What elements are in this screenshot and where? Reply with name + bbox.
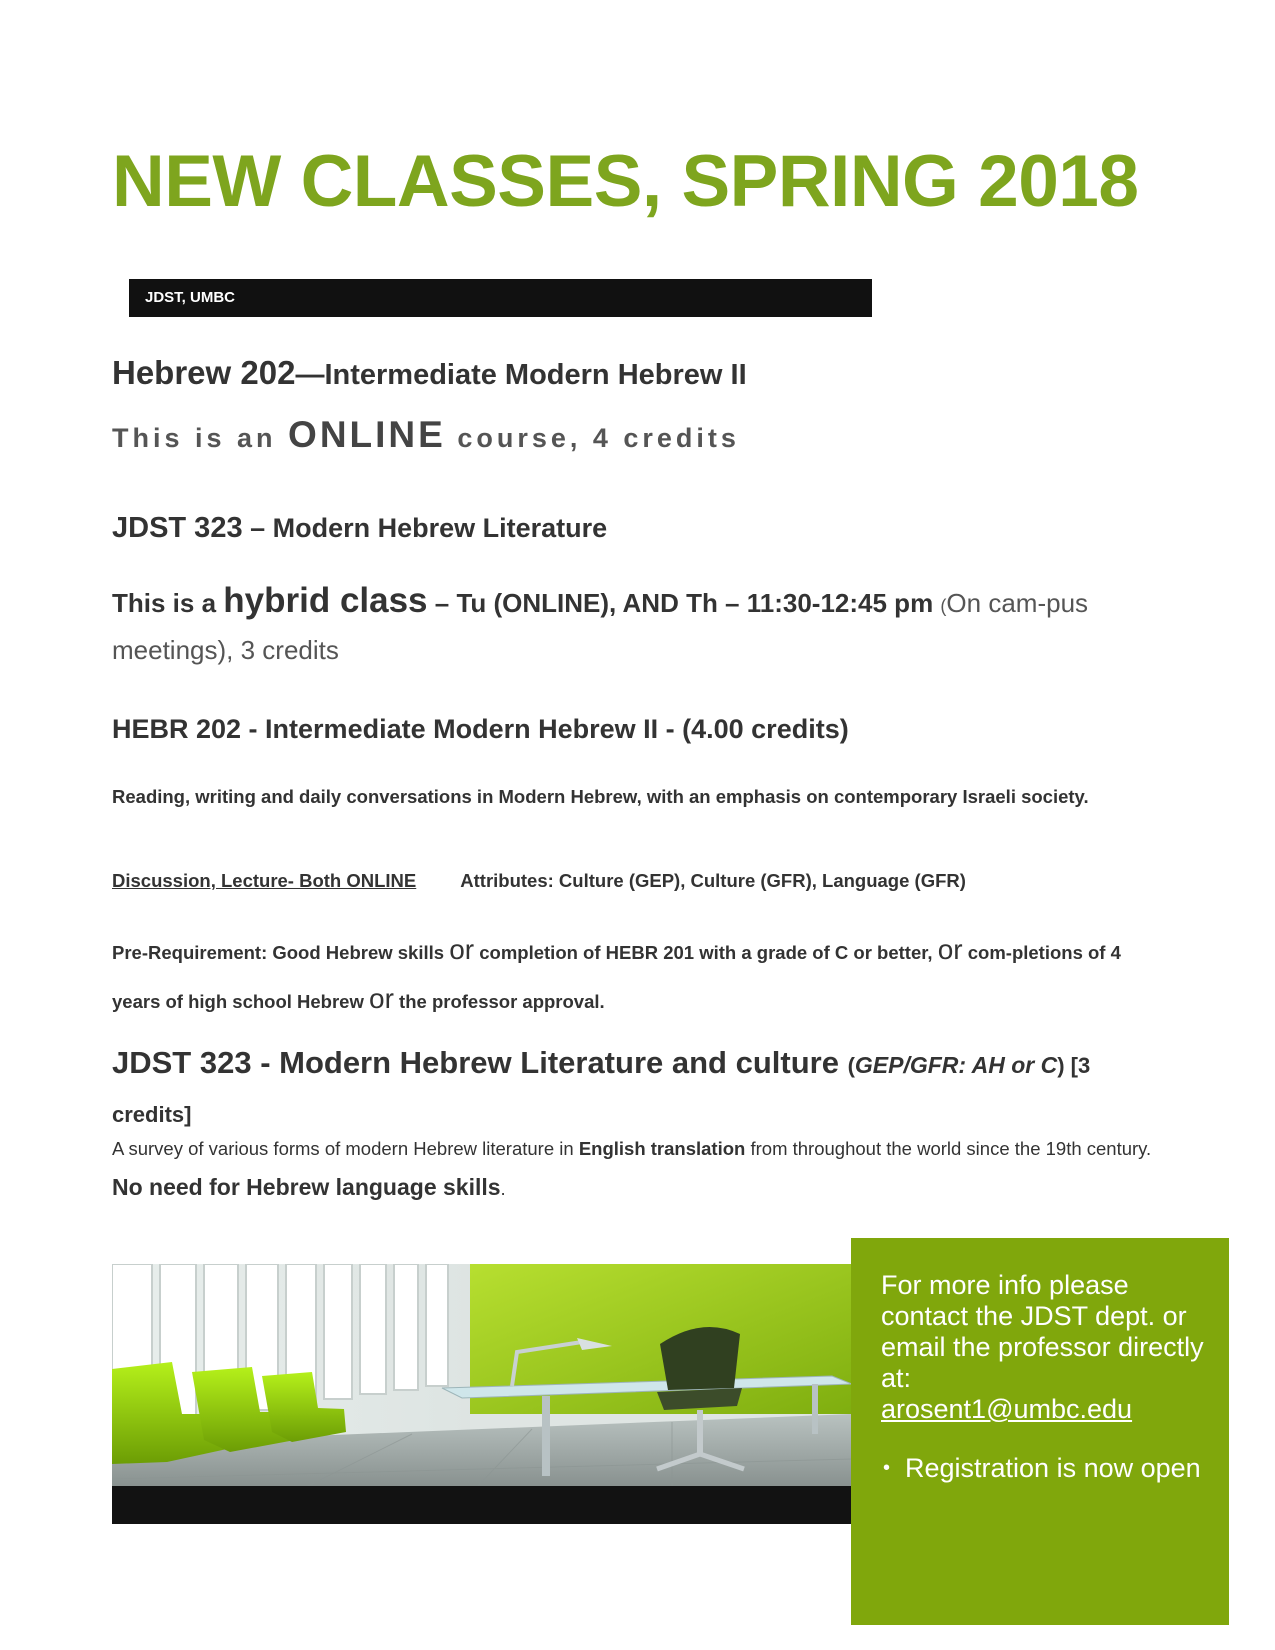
or-word: or xyxy=(937,934,963,965)
survey-part-2: from throughout the world since the 19th century. xyxy=(745,1138,1152,1159)
course-code: Hebrew 202 xyxy=(112,354,296,391)
hybrid-class-note xyxy=(112,579,1152,672)
hybrid-emphasis: hybrid class xyxy=(223,581,428,620)
course-hebrew-202-heading xyxy=(112,354,747,392)
hebr-202-format-row xyxy=(112,870,966,892)
contact-text: For more info please contact the JDST dept. or email the professor directly at: xyxy=(881,1270,1204,1393)
credits-label: [3 credits] xyxy=(112,1053,1091,1127)
prereq-part-3: com-pletions of 4 years of high school Hebrew xyxy=(112,942,1121,1012)
page-title: NEW CLASSES, SPRING 2018 xyxy=(112,141,1139,222)
gep-gfr-label: GEP/GFR: AH or C xyxy=(854,1052,1058,1078)
english-translation-emphasis: English translation xyxy=(578,1138,746,1159)
professor-email-link[interactable]: arosent1@umbc.edu xyxy=(881,1394,1133,1424)
online-emphasis: ONLINE xyxy=(288,414,446,455)
prereq-part-4: the professor approval. xyxy=(393,991,605,1012)
heading-text: JDST 323 - Modern Hebrew Literature and culture xyxy=(112,1045,848,1080)
hybrid-schedule: – Tu (ONLINE), AND Th – 11:30-12:45 pm xyxy=(427,588,941,618)
jdst-323-literature-heading xyxy=(112,1040,1162,1138)
survey-part-1: A survey of various forms of modern Hebrew literature in xyxy=(112,1138,579,1159)
or-word: or xyxy=(449,934,475,965)
hybrid-suffix: On cam-pus meetings), 3 credits xyxy=(112,588,1089,665)
course-name: —Intermediate Modern Hebrew II xyxy=(295,359,747,391)
office-interior-image xyxy=(112,1264,852,1524)
course-name: – Modern Hebrew Literature xyxy=(242,513,608,543)
course-code: JDST 323 xyxy=(112,512,243,544)
online-course-note xyxy=(112,414,740,456)
prerequisite-text xyxy=(112,927,1157,1025)
jdst-323-description xyxy=(112,1130,1172,1208)
prereq-part-2: completion of HEBR 201 with a grade of C or better, xyxy=(474,942,938,963)
no-hebrew-needed-emphasis: No need for Hebrew language skills xyxy=(112,1174,501,1200)
course-jdst-323-heading xyxy=(112,512,607,545)
hybrid-prefix: This is a xyxy=(112,588,224,618)
department-banner xyxy=(129,279,872,317)
info-bullet-list xyxy=(881,1453,1209,1484)
or-word: or xyxy=(369,983,394,1014)
hybrid-paren: ( xyxy=(940,596,947,616)
office-interior-illustration xyxy=(112,1264,852,1524)
survey-end: . xyxy=(500,1178,506,1199)
banner-label: JDST, UMBC xyxy=(145,289,236,306)
prereq-part-1: Pre-Requirement: Good Hebrew skills xyxy=(112,942,450,963)
hebr-202-heading: HEBR 202 - Intermediate Modern Hebrew II - (4.00 credits) xyxy=(112,714,849,744)
note-prefix: This is an xyxy=(112,423,289,453)
paren-open: ( xyxy=(847,1053,855,1078)
paren-close: ) xyxy=(1057,1053,1065,1078)
format-label: Discussion, Lecture- Both ONLINE xyxy=(112,870,417,891)
contact-info-box xyxy=(851,1238,1229,1625)
attributes-label: Attributes: Culture (GEP), Culture (GFR), Language (GFR) xyxy=(460,870,966,891)
hebr-202-description: Reading, writing and daily conversations in Modern Hebrew, with an emphasis on contemporary Israeli society. xyxy=(112,786,1089,807)
note-suffix: course, 4 credits xyxy=(445,423,740,453)
registration-bullet: • Registration is now open xyxy=(905,1453,1209,1484)
